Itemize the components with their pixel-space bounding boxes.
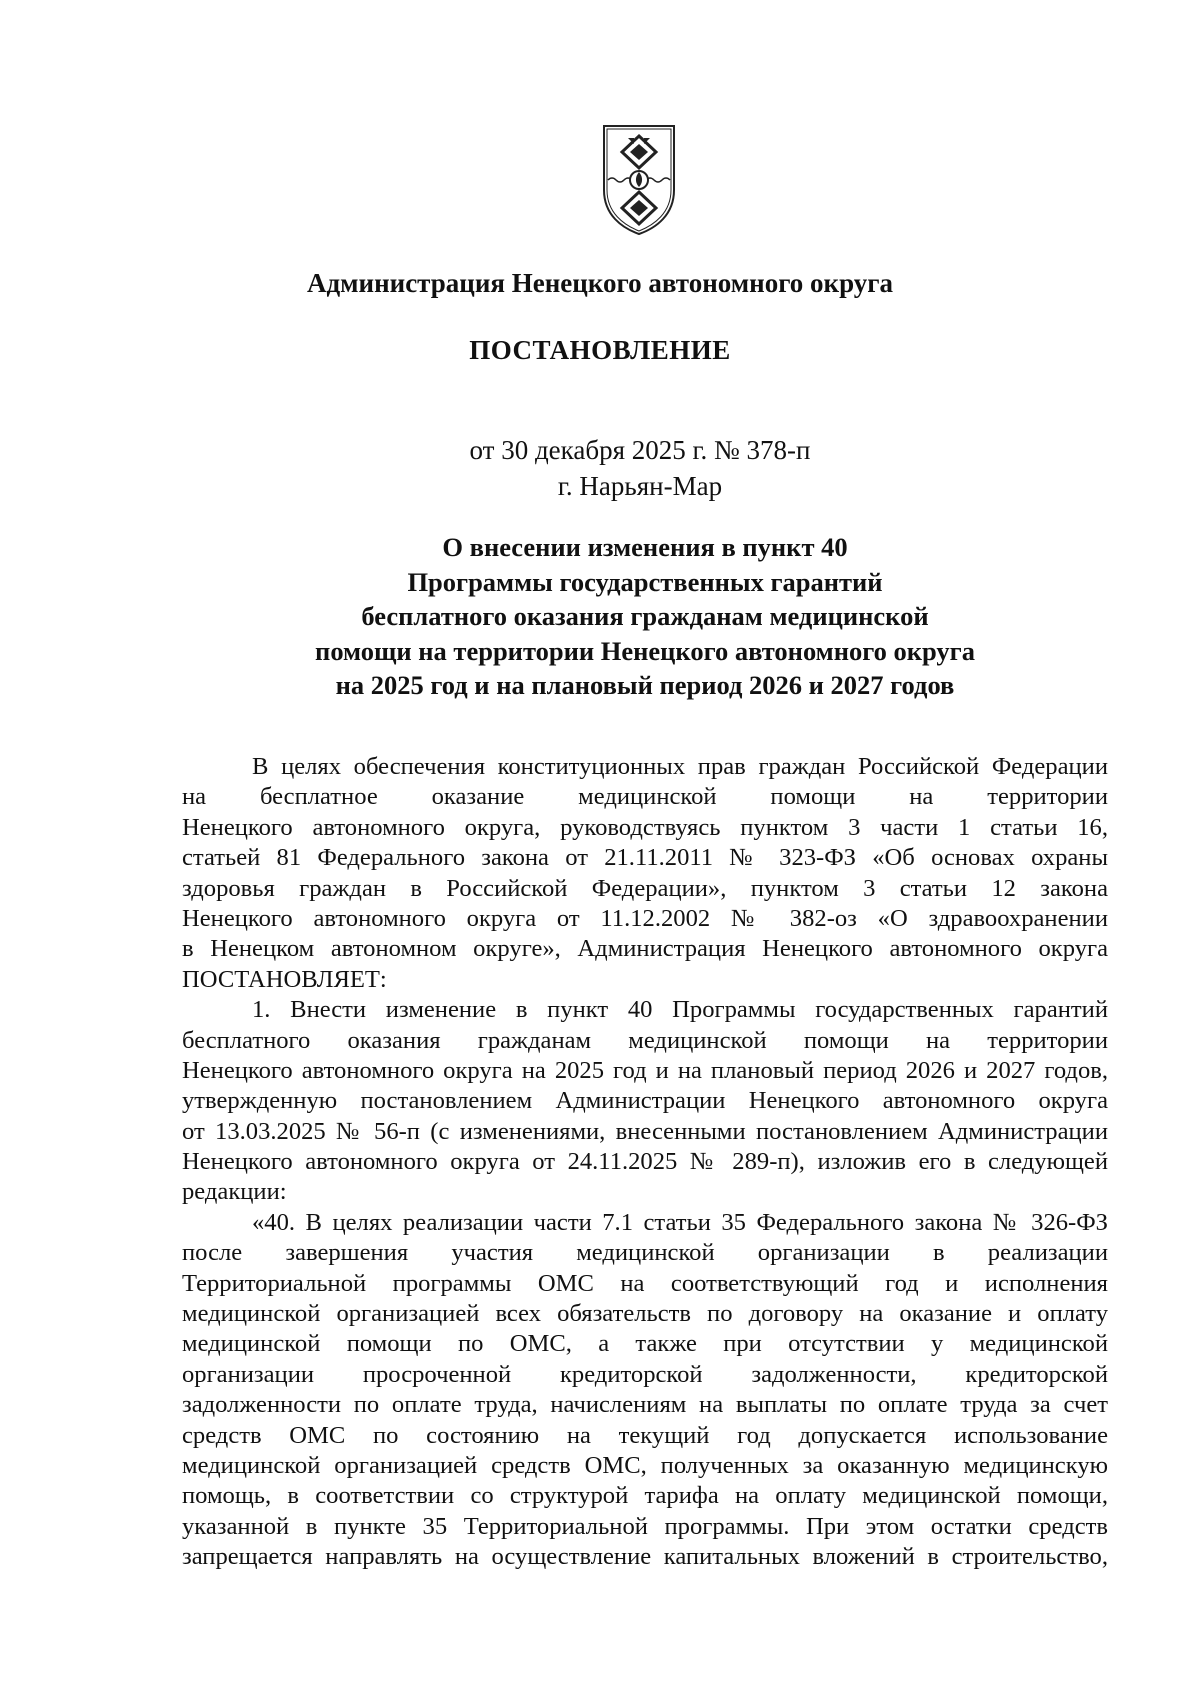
body-line: редакции:	[182, 1178, 287, 1206]
body-line: указанной в пункте 35 Территориальной программы. При этом остатки средств	[182, 1512, 1108, 1540]
body-line: организации просроченной кредиторской задолженности, кредиторской	[182, 1360, 1108, 1388]
body-line: «40. В целях реализации части 7.1 статьи 35 Федерального закона № 326-ФЗ	[252, 1208, 1108, 1236]
organization-name: Администрация Ненецкого автономного округа	[306, 268, 894, 298]
document-date-number: от 30 декабря 2025 г. № 378-п	[469, 435, 811, 465]
body-line: Ненецкого автономного округа на 2025 год и на плановый период 2026 и 2027 годов,	[182, 1056, 1108, 1084]
document-place: г. Нарьян-Мар	[557, 471, 723, 501]
coat-of-arms-emblem	[598, 120, 680, 240]
body-line: на бесплатное оказание медицинской помощи на территории	[182, 783, 1108, 811]
body-line: статьей 81 Федерального закона от 21.11.2011 № 323-ФЗ «Об основах охраны	[182, 844, 1108, 872]
subject-line: Программы государственных гарантий	[407, 566, 883, 597]
body-line: В целях обеспечения конституционных прав граждан Российской Федерации	[252, 753, 1108, 780]
body-line: после завершения участия медицинской организации в реализации	[182, 1239, 1108, 1267]
body-line: задолженности по оплате труда, начислениям на выплаты по оплате труда за счет	[182, 1391, 1108, 1419]
body-line: медицинской организацией средств ОМС, полученных за оказанную медицинскую	[182, 1451, 1108, 1479]
subject-line: помощи на территории Ненецкого автономного округа	[315, 635, 975, 666]
body-line: Ненецкого автономного округа от 11.12.2002 № 382-оз «О здравоохранении	[182, 904, 1108, 932]
subject-line: на 2025 год и на плановый период 2026 и 2027 годов	[335, 670, 955, 700]
body-line: помощь, в соответствии со структурой тарифа на оплату медицинской помощи,	[182, 1482, 1108, 1510]
document-subject-title	[0, 530, 1200, 703]
body-line: бесплатного оказания гражданам медицинской помощи на территории	[182, 1026, 1108, 1054]
body-line: 1. Внести изменение в пункт 40 Программы государственных гарантий	[252, 996, 1108, 1024]
body-line: медицинской организацией всех обязательств по договору на оказание и оплату	[182, 1300, 1108, 1328]
body-line: Ненецкого автономного округа от 24.11.2025 № 289-п), изложив его в следующей	[182, 1148, 1108, 1176]
subject-line: бесплатного оказания гражданам медицинской	[361, 601, 929, 631]
document-body	[182, 752, 1108, 1573]
body-line: в Ненецком автономном округе», Администрация Ненецкого автономного округа	[182, 935, 1108, 963]
body-line: утвержденную постановлением Администрации Ненецкого автономного округа	[182, 1087, 1108, 1115]
body-line: Ненецкого автономного округа, руководствуясь пунктом 3 части 1 статьи 16,	[182, 813, 1108, 841]
date-and-place-block	[0, 432, 1200, 504]
body-line: здоровья граждан в Российской Федерации», пунктом 3 статьи 12 закона	[182, 874, 1108, 902]
body-line: Территориальной программы ОМС на соответствующий год и исполнения	[182, 1269, 1108, 1297]
body-line: средств ОМС по состоянию на текущий год допускается использование	[182, 1421, 1108, 1449]
body-line: запрещается направлять на осуществление капитальных вложений в строительство,	[182, 1543, 1108, 1571]
body-line: ПОСТАНОВЛЯЕТ:	[182, 965, 387, 993]
body-line: от 13.03.2025 № 56-п (с изменениями, внесенными постановлением Администрации	[182, 1117, 1108, 1145]
subject-line: О внесении изменения в пункт 40	[442, 532, 848, 562]
document-type-heading: ПОСТАНОВЛЕНИЕ	[469, 335, 731, 365]
body-line: медицинской помощи по ОМС, а также при отсутствии у медицинской	[182, 1330, 1108, 1358]
